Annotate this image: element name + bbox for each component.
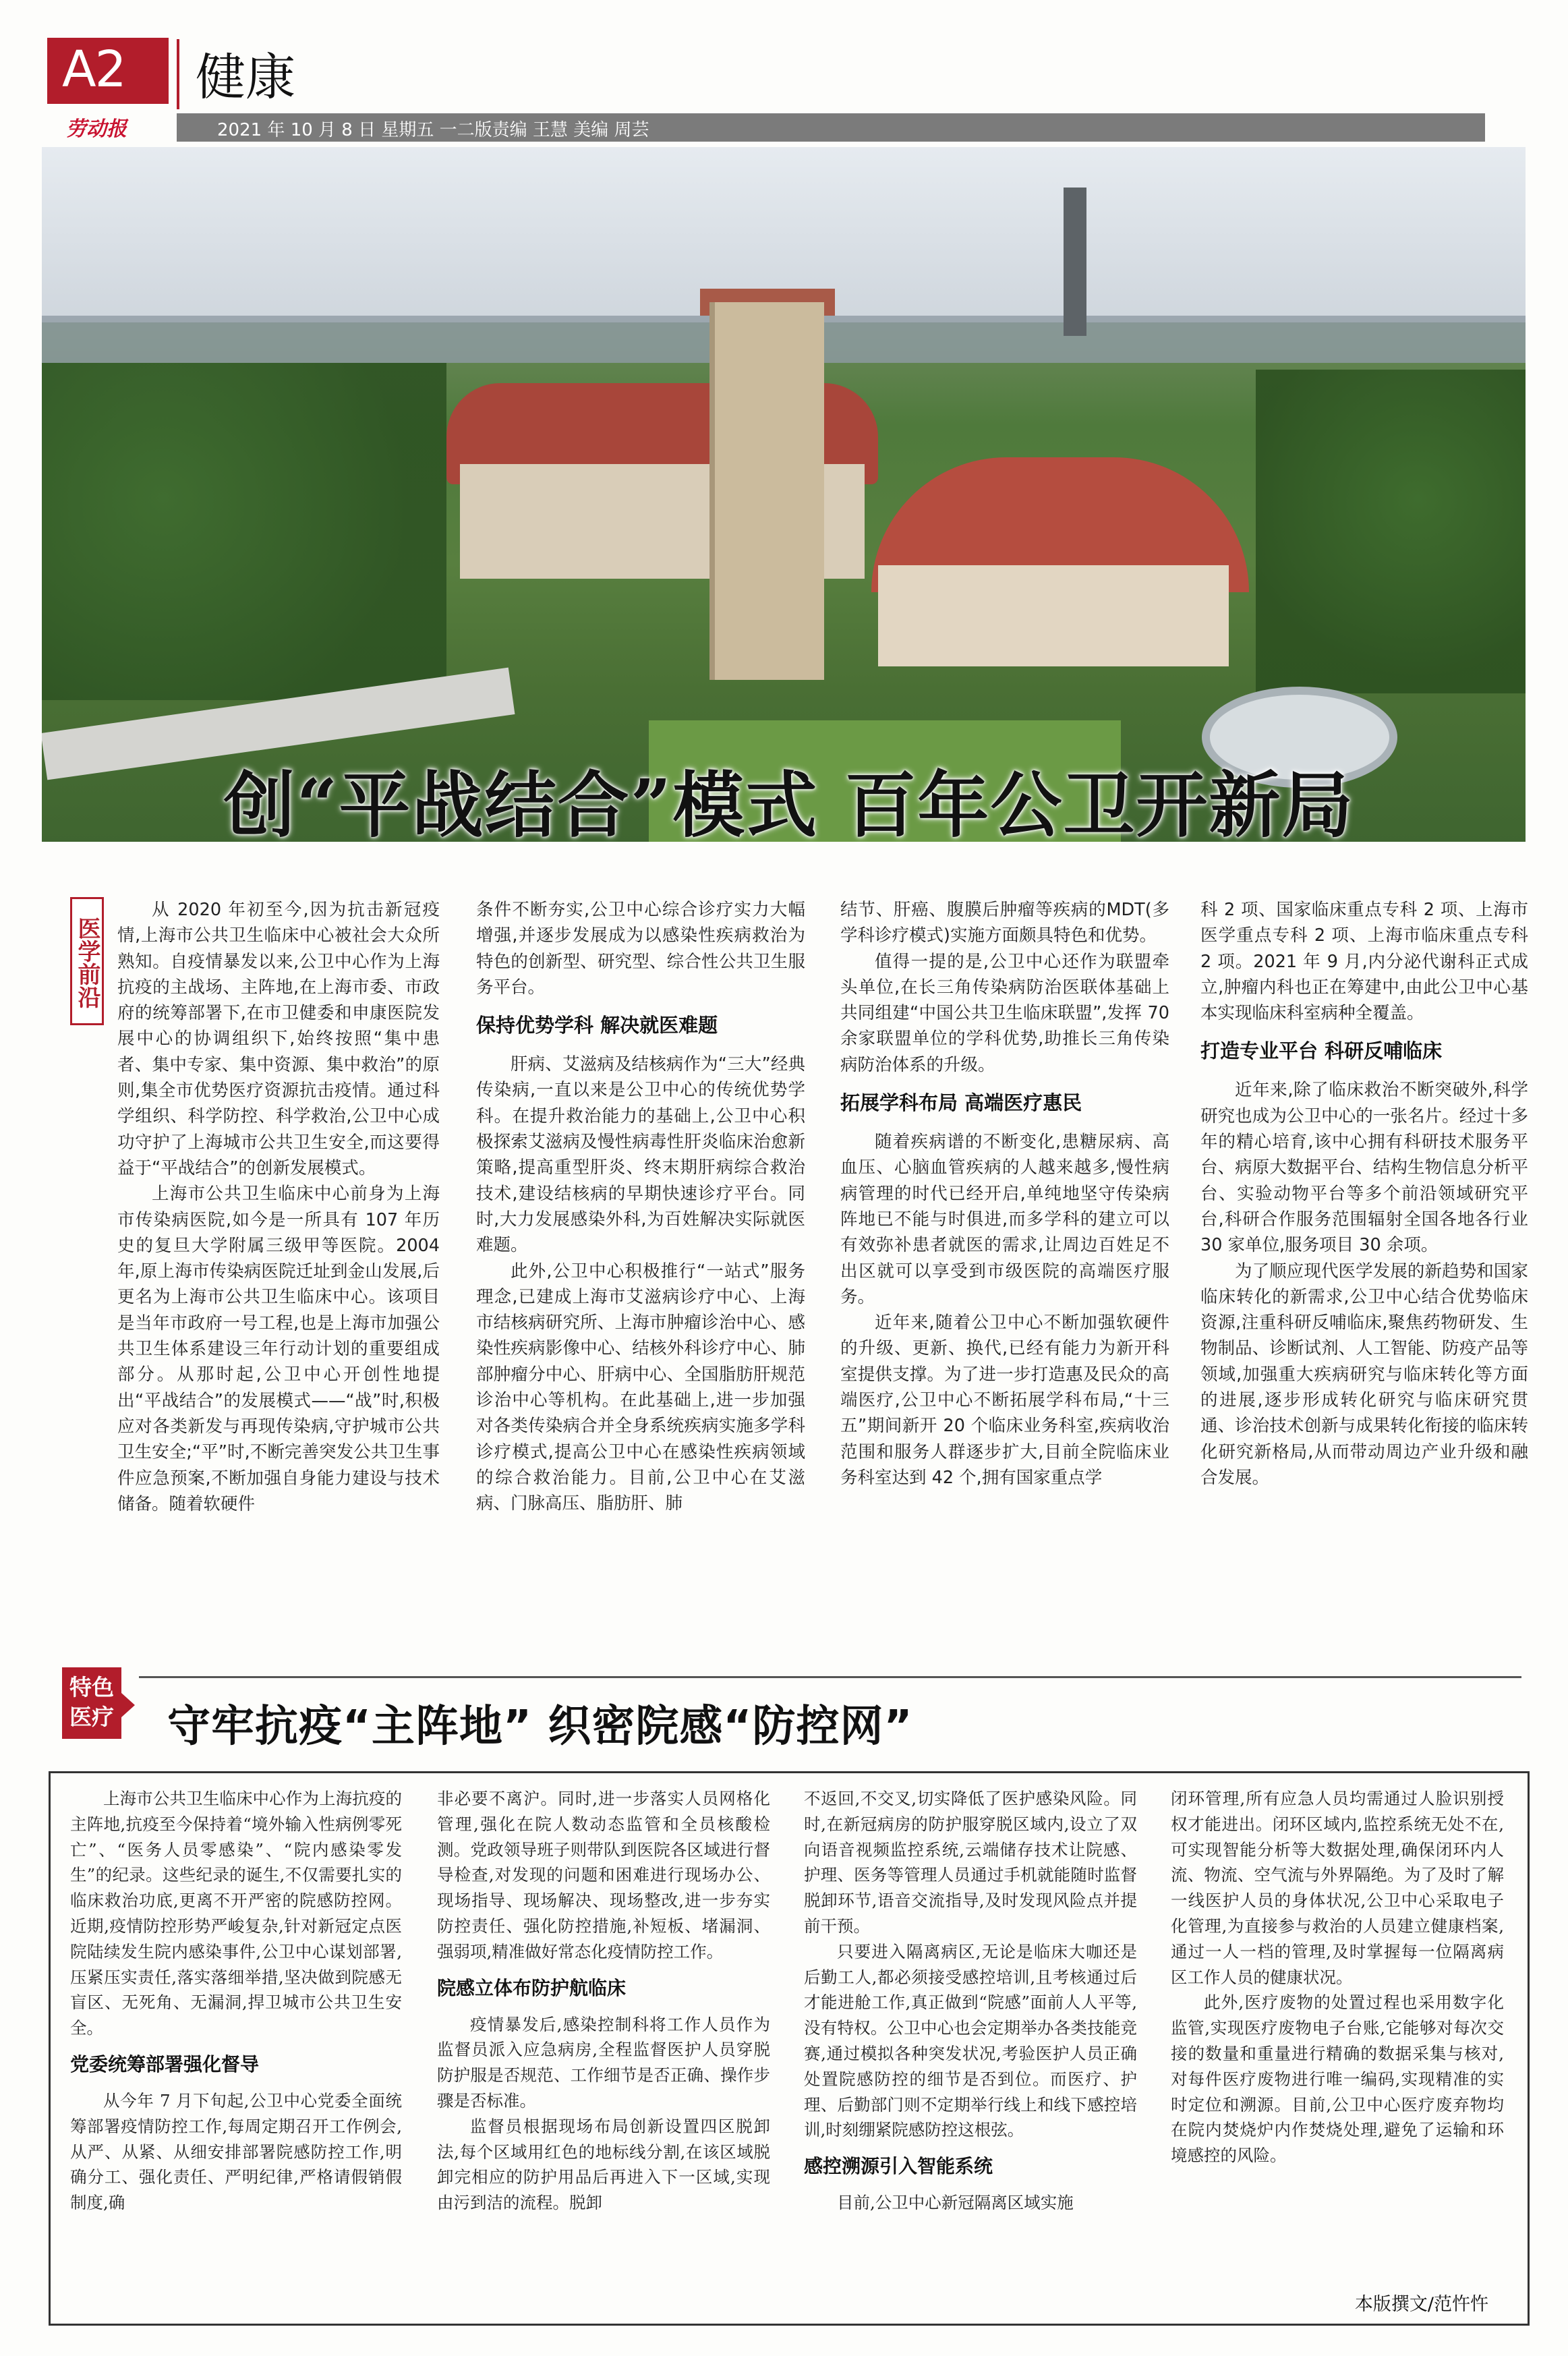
byline-credit: 本版撰文/范忤忤 — [1354, 2294, 1488, 2315]
section-divider — [139, 1676, 1521, 1678]
paragraph: 疫情暴发后,感染控制科将工作人员作为监督员派入应急病房,全程监督医护人员穿脱防护服是否规范、工作细节是否正确、操作步骤是否标准。 — [437, 2014, 770, 2110]
second-headline: 守牢抗疫“主阵地” 织密院感“防控网” — [167, 1702, 913, 1752]
article2-column-2 — [437, 1786, 770, 2216]
paragraph: 此外,公卫中心积极推行“一站式”服务理念,已建成上海市艾滋病诊疗中心、上海市结核病研究所、上海市肿瘤诊治中心、感染性疾病影像中心、结核外科诊疗中心、肺部肿瘤分中心、肝病中心、全国脂肪肝规范诊治中心等机构。在此基础上,进一步加强对各类传染病合并全身系统疾病实施多学科诊疗模式,提高公卫中心在感染性疾病领域的综合救治能力。目前,公卫中心在艾滋病、门脉高压、脂肪肝、肺 — [476, 1261, 805, 1514]
header-separator — [177, 39, 179, 109]
photo-building-right — [878, 565, 1229, 666]
feature-tag: 特色医疗 — [69, 1674, 114, 1730]
article2-column-4 — [1171, 1786, 1504, 2168]
article1-column-2 — [476, 897, 805, 1517]
photo-trees-left — [42, 363, 446, 700]
photo-chimney — [1064, 188, 1086, 336]
paragraph: 近年来,除了临床救治不断突破外,科学研究也成为公卫中心的一张名片。经过十多年的精心培育,该中心拥有科研技术服务平台、病原大数据平台、结构生物信息分析平台、实验动物平台等多个前沿领域研究平台,科研合作服务范围辐射全国各地各行业 30 家单位,服务项目 30 余项。 — [1200, 1080, 1528, 1256]
photo-tower — [709, 302, 824, 680]
paragraph: 非必要不离沪。同时,进一步落实人员网格化管理,强化在院人数动态监管和全员核酸检测。党政领导班子则带队到医院各区域进行督导检查,对发现的问题和困难进行现场办公、现场指导、现场解决、现场整改,进一步夯实防控责任、强化防控措施,补短板、堵漏洞、强弱项,精准做好常态化疫情防控工作。 — [437, 1789, 770, 1961]
subheading: 打造专业平台 科研反哺临床 — [1200, 1039, 1443, 1063]
paragraph: 此外,医疗废物的处置过程也采用数字化监管,实现医疗废物电子台账,它能够对每次交接的数量和重量进行精确的数据采集与核对,对每件医疗废物进行唯一编码,实现精准的实时定位和溯源。目前,公卫中心医疗废弃物均在院内焚烧炉内作焚烧处理,避免了运输和环境感控的风险。 — [1171, 1992, 1504, 2166]
page-code: A2 — [62, 40, 125, 98]
subheading: 拓展学科布局 高端医疗惠民 — [840, 1091, 1082, 1115]
paragraph: 值得一提的是,公卫中心还作为联盟牵头单位,在长三角传染病防治医联体基础上共同组建“中国公共卫生临床联盟”,发挥 70 余家联盟单位的学科优势,助推长三角传染病防治体系的升级。 — [840, 951, 1169, 1075]
feature-tag-box — [62, 1667, 121, 1739]
main-headline: 创“平战结合”模式 百年公卫开新局 — [223, 763, 1355, 847]
paragraph: 随着疾病谱的不断变化,患糖尿病、高血压、心脑血管疾病的人越来越多,慢性病病管理的时代已经开启,单纯地坚守传染病阵地已不能与时俱进,而多学科的建立可以有效弥补患者就医的需求,让周边百姓足不出区就可以享受到市级医院的高端医疗服务。 — [840, 1132, 1169, 1307]
dateline: 2021 年 10 月 8 日 星期五 一二版责编 王慧 美编 周芸 — [217, 120, 649, 140]
paragraph: 条件不断夯实,公卫中心综合诊疗实力大幅增强,并逐步发展成为以感染性疾病救治为特色的创新型、研究型、综合性公共卫生服务平台。 — [476, 900, 805, 998]
paragraph: 不返回,不交叉,切实降低了医护感染风险。同时,在新冠病房的防护服穿脱区域内,设立了双向语音视频监控系统,云端储存技术让院感、护理、医务等管理人员通过手机就能随时监督脱卸环节,语音交流指导,及时发现风险点并提前干预。 — [804, 1789, 1137, 1936]
subheading: 感控溯源引入智能系统 — [804, 2155, 993, 2178]
photo-trees-right — [1256, 370, 1526, 693]
article2-column-3 — [804, 1786, 1137, 2216]
article2-column-1 — [70, 1786, 402, 2216]
paragraph: 从 2020 年初至今,因为抗击新冠疫情,上海市公共卫生临床中心被社会大众所熟知。自疫情暴发以来,公卫中心作为上海抗疫的主战场、主阵地,在上海市委、市政府的统筹部署下,在市卫健委和申康医院发展中心的协调组织下,始终按照“集中患者、集中专家、集中资源、集中救治”的原则,集全市优势医疗资源抗击疫情。通过科学组织、科学防控、科学救治,公卫中心成功守护了上海城市公共卫生安全,而这要得益于“平战结合”的创新发展模式。 — [117, 900, 440, 1178]
feature-tag-arrow — [121, 1693, 135, 1717]
article1-column-4 — [1200, 897, 1528, 1491]
newspaper-logo: 劳动报 — [66, 117, 127, 141]
hospital-aerial-photo — [42, 147, 1526, 842]
article1-column-1 — [117, 897, 440, 1517]
paragraph: 上海市公共卫生临床中心前身为上海市传染病医院,如今是一所具有 107 年历史的复旦大学附属三级甲等医院。2004 年,原上海市传染病医院迁址到金山发展,后更名为上海市公共卫生临床中心。该项目是当年市政府一号工程,也是上海市加强公共卫生体系建设三年行动计划的重要组成部分。从那时起,公卫中心开创性地提出“平战结合”的发展模式——“战”时,积极应对各类新发与再现传染病,守护城市公共卫生安全;“平”时,不断完善突发公共卫生事件应急预案,不断加强自身能力建设与技术储备。随着软硬件 — [117, 1184, 440, 1514]
section-tag-box — [70, 897, 104, 1025]
article1-column-3 — [840, 897, 1169, 1491]
paragraph: 只要进入隔离病区,无论是临床大咖还是后勤工人,都必须接受感控培训,且考核通过后才能进舱工作,真正做到“院感”面前人人平等,没有特权。公卫中心也会定期举办各类技能竞赛,通过模拟各种突发状况,考验医护人员正确处置院感防控的细节是否到位。而医疗、护理、后勤部门则不定期举行线上和线下感控培训,时刻绷紧院感防控这根弦。 — [804, 1941, 1137, 2140]
paragraph: 科 2 项、国家临床重点专科 2 项、上海市医学重点专科 2 项、上海市临床重点专科 2 项。2021 年 9 月,内分泌代谢科正式成立,肿瘤内科也正在筹建中,由此公卫中心基本实现临床科室病种全覆盖。 — [1200, 900, 1528, 1024]
subheading: 院感立体布防护航临床 — [437, 1976, 627, 1999]
paragraph: 监督员根据现场布局创新设置四区脱卸法,每个区域用红色的地标线分割,在该区域脱卸完相应的防护用品后再进入下一区域,实现由污到洁的流程。脱卸 — [437, 2116, 770, 2213]
subheading: 党委统筹部署强化督导 — [70, 2052, 260, 2075]
paragraph: 目前,公卫中心新冠隔离区域实施 — [837, 2193, 1074, 2213]
paragraph: 肝病、艾滋病及结核病作为“三大”经典传染病,一直以来是公卫中心的传统优势学科。在提升救治能力的基础上,公卫中心积极探索艾滋病及慢性病毒性肝炎临床治愈新策略,提高重型肝炎、终末期肝病综合救治技术,建设结核病的早期快速诊疗平台。同时,大力发展感染外科,为百姓解决实际就医难题。 — [476, 1054, 805, 1256]
paragraph: 上海市公共卫生临床中心作为上海抗疫的主阵地,抗疫至今保持着“境外输入性病例零死亡”、“医务人员零感染”、“院内感染零发生”的纪录。这些纪录的诞生,不仅需要扎实的临床救治功底,更离不开严密的院感防控网。近期,疫情防控形势严峻复杂,针对新冠定点医院陆续发生院内感染事件,公卫中心谋划部署,压紧压实责任,落实落细举措,坚决做到院感无盲区、无死角、无漏洞,捍卫城市公共卫生安全。 — [70, 1789, 402, 2038]
paragraph: 结节、肝癌、腹膜后肿瘤等疾病的MDT(多学科诊疗模式)实施方面颇具特色和优势。 — [840, 900, 1169, 946]
paragraph: 为了顺应现代医学发展的新趋势和国家临床转化的新需求,公卫中心结合优势临床资源,注重科研反哺临床,聚焦药物研发、生物制品、诊断试剂、人工智能、防疫产品等领域,加强重大疾病研究与临床转化等方面的进展,逐步形成转化研究与临床研究贯通、诊治技术创新与成果转化衔接的临床转化研究新格局,从而带动周边产业升级和融合发展。 — [1200, 1261, 1528, 1488]
section-tag: 医学前沿 — [74, 917, 100, 1008]
paragraph: 从今年 7 月下旬起,公卫中心党委全面统筹部署疫情防控工作,每周定期召开工作例会,从严、从紧、从细安排部署院感防控工作,明确分工、强化责任、严明纪律,严格请假销假制度,确 — [70, 2090, 402, 2213]
paragraph: 近年来,随着公卫中心不断加强软硬件的升级、更新、换代,已经有能力为新开科室提供支撑。为了进一步打造惠及民众的高端医疗,公卫中心不断拓展学科布局,“十三五”期间新开 20 个临床业务科室,疾病收治范围和服务人群逐步扩大,目前全院临床业务科室达到 42 个,拥有国家重点学 — [840, 1313, 1169, 1488]
section-title: 健康 — [196, 49, 295, 107]
paragraph: 闭环管理,所有应急人员均需通过人脸识别授权才能进出。闭环区域内,监控系统无处不在,可实现智能分析等大数据处理,确保闭环内人流、物流、空气流与外界隔绝。为了及时了解一线医护人员的身体状况,公卫中心采取电子化管理,为直接参与救治的人员建立健康档案,通过一人一档的管理,及时掌握每一位隔离病区工作人员的健康状况。 — [1171, 1789, 1504, 1987]
subheading: 保持优势学科 解决就医难题 — [476, 1014, 718, 1037]
